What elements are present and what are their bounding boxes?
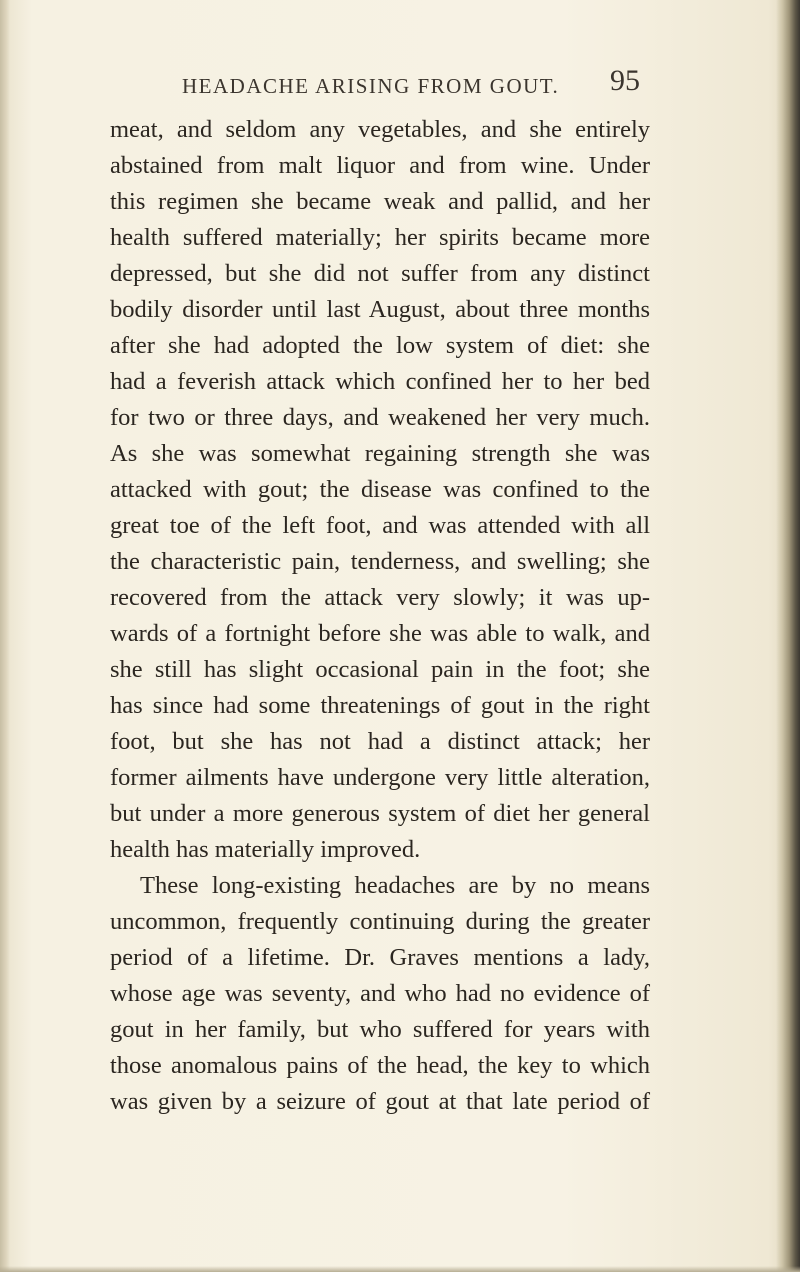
text-line: this regimen she became weak and pallid, and her <box>110 188 650 215</box>
text-line: recovered from the attack very slowly; it was up- <box>110 584 650 611</box>
text-line: former ailments have undergone very little alteration, <box>110 764 650 791</box>
page-right-edge <box>776 0 800 1272</box>
text-line: those anomalous pains of the head, the key to which <box>110 1052 650 1079</box>
text-line: for two or three days, and weakened her very much. <box>110 404 650 431</box>
text-line: health suffered materially; her spirits became more <box>110 224 650 251</box>
text-line: uncommon, frequently continuing during the greater <box>110 908 650 935</box>
page-left-edge <box>0 0 10 1272</box>
text-line: the characteristic pain, tenderness, and swelling; she <box>110 548 650 575</box>
text-line: abstained from malt liquor and from wine. Under <box>110 152 650 179</box>
text-line: after she had adopted the low system of diet: she <box>110 332 650 359</box>
text-line: has since had some threatenings of gout in the right <box>110 692 650 719</box>
text-line: whose age was seventy, and who had no evidence of <box>110 980 650 1007</box>
running-head: HEADACHE ARISING FROM GOUT. <box>182 74 560 98</box>
text-line: As she was somewhat regaining strength she was <box>110 440 650 467</box>
text-line: depressed, but she did not suffer from any distinct <box>110 260 650 287</box>
page-number: 95 <box>610 64 640 97</box>
text-line: she still has slight occasional pain in the foot; she <box>110 656 650 683</box>
text-line: wards of a fortnight before she was able to walk, and <box>110 620 650 647</box>
text-line: meat, and seldom any vegetables, and she entirely <box>110 116 650 143</box>
body-text <box>110 112 650 1120</box>
text-line: gout in her family, but who suffered for years with <box>110 1016 650 1043</box>
text-line: foot, but she has not had a distinct attack; her <box>110 728 650 755</box>
text-line: great toe of the left foot, and was attended with all <box>110 512 650 539</box>
paragraph-end-line: health has materially improved. <box>110 836 421 863</box>
text-line: had a feverish attack which confined her to her bed <box>110 368 650 395</box>
text-line: attacked with gout; the disease was confined to the <box>110 476 650 503</box>
text-line: but under a more generous system of diet her general <box>110 800 650 827</box>
page-bottom-edge <box>0 1266 800 1272</box>
paragraph-start-line: These long-existing headaches are by no means <box>140 872 650 899</box>
text-line: was given by a seizure of gout at that late period of <box>110 1088 650 1115</box>
text-line: bodily disorder until last August, about three months <box>110 296 650 323</box>
text-line: period of a lifetime. Dr. Graves mentions a lady, <box>110 944 650 971</box>
